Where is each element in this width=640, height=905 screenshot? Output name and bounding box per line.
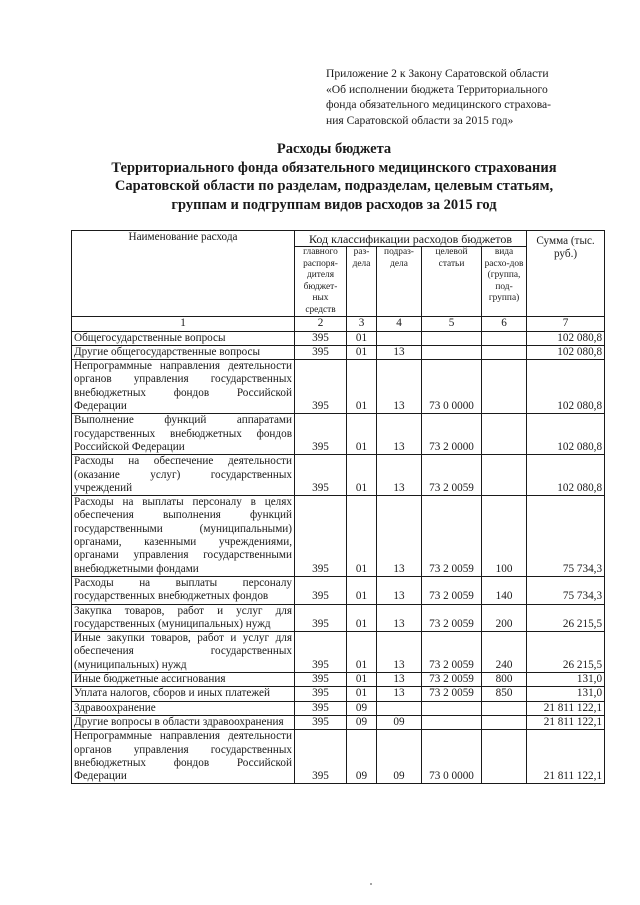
- table-row: [72, 414, 605, 455]
- row-expense-type: 240: [482, 632, 527, 673]
- appendix-line: «Об исполнении бюджета Территориального: [326, 82, 548, 96]
- row-sum: 102 080,8: [527, 455, 605, 496]
- table-row: [72, 455, 605, 496]
- row-admin-code: 395: [295, 331, 347, 345]
- appendix-line: ния Саратовской области за 2015 год»: [326, 113, 514, 127]
- row-subsection: 09: [377, 715, 422, 729]
- row-target-item: 73 2 0059: [422, 455, 482, 496]
- scan-speck: [370, 883, 372, 885]
- row-subsection: [377, 331, 422, 345]
- row-target-item: 73 2 0059: [422, 687, 482, 701]
- row-expense-type: [482, 455, 527, 496]
- row-section: 01: [347, 360, 377, 414]
- row-subsection: 09: [377, 730, 422, 784]
- column-numbers-row: [72, 317, 605, 331]
- row-name: Непрограммные направления деятельности органов управления государственных внебюджетных фондов Российской Федерации: [72, 360, 295, 414]
- row-name: Общегосударственные вопросы: [72, 331, 295, 345]
- row-admin-code: 395: [295, 715, 347, 729]
- row-sum: 26 215,5: [527, 632, 605, 673]
- row-subsection: [377, 701, 422, 715]
- column-number: 6: [482, 317, 527, 331]
- row-admin-code: 395: [295, 632, 347, 673]
- appendix-note: [326, 66, 588, 128]
- row-sum: 102 080,8: [527, 345, 605, 359]
- row-name: Уплата налогов, сборов и иных платежей: [72, 687, 295, 701]
- row-admin-code: 395: [295, 414, 347, 455]
- column-number: 5: [422, 317, 482, 331]
- header-admin: главного распоря-дителя бюджет-ных средств: [295, 247, 347, 317]
- table-row: [72, 632, 605, 673]
- row-sum: 21 811 122,1: [527, 715, 605, 729]
- row-admin-code: 395: [295, 701, 347, 715]
- row-subsection: 13: [377, 673, 422, 687]
- row-sum: 75 734,3: [527, 496, 605, 577]
- row-admin-code: 395: [295, 604, 347, 632]
- table-row: [72, 576, 605, 604]
- row-expense-type: [482, 360, 527, 414]
- row-expense-type: 800: [482, 673, 527, 687]
- row-name: Закупка товаров, работ и услуг для государственных (муниципальных) нужд: [72, 604, 295, 632]
- column-number: 3: [347, 317, 377, 331]
- row-subsection: 13: [377, 360, 422, 414]
- column-number: 2: [295, 317, 347, 331]
- row-section: 01: [347, 604, 377, 632]
- title-line: группам и подгруппам видов расходов за 2015 год: [171, 196, 497, 213]
- row-subsection: 13: [377, 496, 422, 577]
- row-name: Расходы на обеспечение деятельности (оказание услуг) государственных учреждений: [72, 455, 295, 496]
- title-line: Расходы бюджета: [276, 141, 392, 157]
- row-expense-type: 200: [482, 604, 527, 632]
- row-name: Другие вопросы в области здравоохранения: [72, 715, 295, 729]
- row-subsection: 13: [377, 687, 422, 701]
- row-sum: 75 734,3: [527, 576, 605, 604]
- row-target-item: [422, 345, 482, 359]
- table-row: [72, 730, 605, 784]
- table-row: [72, 715, 605, 729]
- table-row: [72, 701, 605, 715]
- row-target-item: [422, 331, 482, 345]
- row-subsection: 13: [377, 455, 422, 496]
- row-target-item: 73 2 0059: [422, 604, 482, 632]
- row-expense-type: 140: [482, 576, 527, 604]
- row-section: 01: [347, 345, 377, 359]
- row-sum: 21 811 122,1: [527, 730, 605, 784]
- table-row: [72, 673, 605, 687]
- row-expense-type: [482, 331, 527, 345]
- header-expense-type: вида расхо-дов (группа, под-группа): [482, 247, 527, 317]
- appendix-line: фонда обязательного медицинского страхова-: [326, 98, 552, 111]
- row-expense-type: [482, 414, 527, 455]
- row-subsection: 13: [377, 632, 422, 673]
- row-admin-code: 395: [295, 730, 347, 784]
- row-sum: 131,0: [527, 673, 605, 687]
- row-name: Расходы на выплаты персоналу в целях обеспечения выполнения функций государственными (муниципальными) органами, казенными учреждениями, органами управления государственными внебюджетными фондами: [72, 496, 295, 577]
- row-name: Иные бюджетные ассигнования: [72, 673, 295, 687]
- row-target-item: 73 0 0000: [422, 730, 482, 784]
- row-target-item: 73 0 0000: [422, 360, 482, 414]
- header-sum: Сумма (тыс. руб.): [527, 231, 605, 317]
- row-target-item: 73 2 0059: [422, 673, 482, 687]
- row-sum: 26 215,5: [527, 604, 605, 632]
- row-section: 01: [347, 632, 377, 673]
- row-admin-code: 395: [295, 345, 347, 359]
- row-section: 01: [347, 496, 377, 577]
- budget-table: [71, 230, 605, 784]
- row-expense-type: [482, 701, 527, 715]
- appendix-line: Приложение 2 к Закону Саратовской области: [326, 67, 549, 80]
- row-section: 01: [347, 687, 377, 701]
- header-target-item: целевой статьи: [422, 247, 482, 317]
- row-expense-type: [482, 730, 527, 784]
- table-row: [72, 331, 605, 345]
- column-number: 7: [527, 317, 605, 331]
- row-name: Выполнение функций аппаратами государственных внебюджетных фондов Российской Федерации: [72, 414, 295, 455]
- title-line: Саратовской области по разделам, подразделам, целевым статьям,: [114, 178, 554, 194]
- row-section: 01: [347, 576, 377, 604]
- row-target-item: 73 2 0059: [422, 496, 482, 577]
- row-name: Здравоохранение: [72, 701, 295, 715]
- row-expense-type: [482, 345, 527, 359]
- table-row: [72, 360, 605, 414]
- row-target-item: 73 2 0059: [422, 632, 482, 673]
- row-sum: 102 080,8: [527, 331, 605, 345]
- row-subsection: 13: [377, 414, 422, 455]
- column-number: 1: [72, 317, 295, 331]
- header-subsection: подраз-дела: [377, 247, 422, 317]
- header-classification: Код классификации расходов бюджетов: [295, 231, 527, 247]
- row-name: Расходы на выплаты персоналу государственных внебюджетных фондов: [72, 576, 295, 604]
- row-admin-code: 395: [295, 496, 347, 577]
- column-number: 4: [377, 317, 422, 331]
- row-section: 01: [347, 673, 377, 687]
- row-expense-type: 850: [482, 687, 527, 701]
- row-subsection: 13: [377, 345, 422, 359]
- row-name: Иные закупки товаров, работ и услуг для обеспечения государственных (муниципальных) нужд: [72, 632, 295, 673]
- row-target-item: 73 2 0059: [422, 576, 482, 604]
- row-section: 01: [347, 455, 377, 496]
- row-section: 09: [347, 715, 377, 729]
- row-sum: 131,0: [527, 687, 605, 701]
- row-section: 01: [347, 414, 377, 455]
- row-admin-code: 395: [295, 673, 347, 687]
- table-row: [72, 687, 605, 701]
- row-expense-type: 100: [482, 496, 527, 577]
- header-section: раз-дела: [347, 247, 377, 317]
- row-subsection: 13: [377, 576, 422, 604]
- row-target-item: [422, 701, 482, 715]
- row-admin-code: 395: [295, 455, 347, 496]
- row-admin-code: 395: [295, 576, 347, 604]
- row-target-item: 73 2 0000: [422, 414, 482, 455]
- row-sum: 102 080,8: [527, 414, 605, 455]
- title-line: Территориального фонда обязательного медицинского страхования: [111, 159, 557, 176]
- table-row: [72, 496, 605, 577]
- row-name: Непрограммные направления деятельности органов управления государственных внебюджетных фондов Российской Федерации: [72, 730, 295, 784]
- table-row: [72, 604, 605, 632]
- row-sum: 102 080,8: [527, 360, 605, 414]
- document-title: [70, 140, 598, 214]
- row-section: 09: [347, 701, 377, 715]
- row-name: Другие общегосударственные вопросы: [72, 345, 295, 359]
- row-admin-code: 395: [295, 687, 347, 701]
- row-expense-type: [482, 715, 527, 729]
- row-sum: 21 811 122,1: [527, 701, 605, 715]
- row-section: 01: [347, 331, 377, 345]
- row-target-item: [422, 715, 482, 729]
- row-section: 09: [347, 730, 377, 784]
- header-name: Наименование расхода: [72, 231, 295, 317]
- table-row: [72, 345, 605, 359]
- row-subsection: 13: [377, 604, 422, 632]
- row-admin-code: 395: [295, 360, 347, 414]
